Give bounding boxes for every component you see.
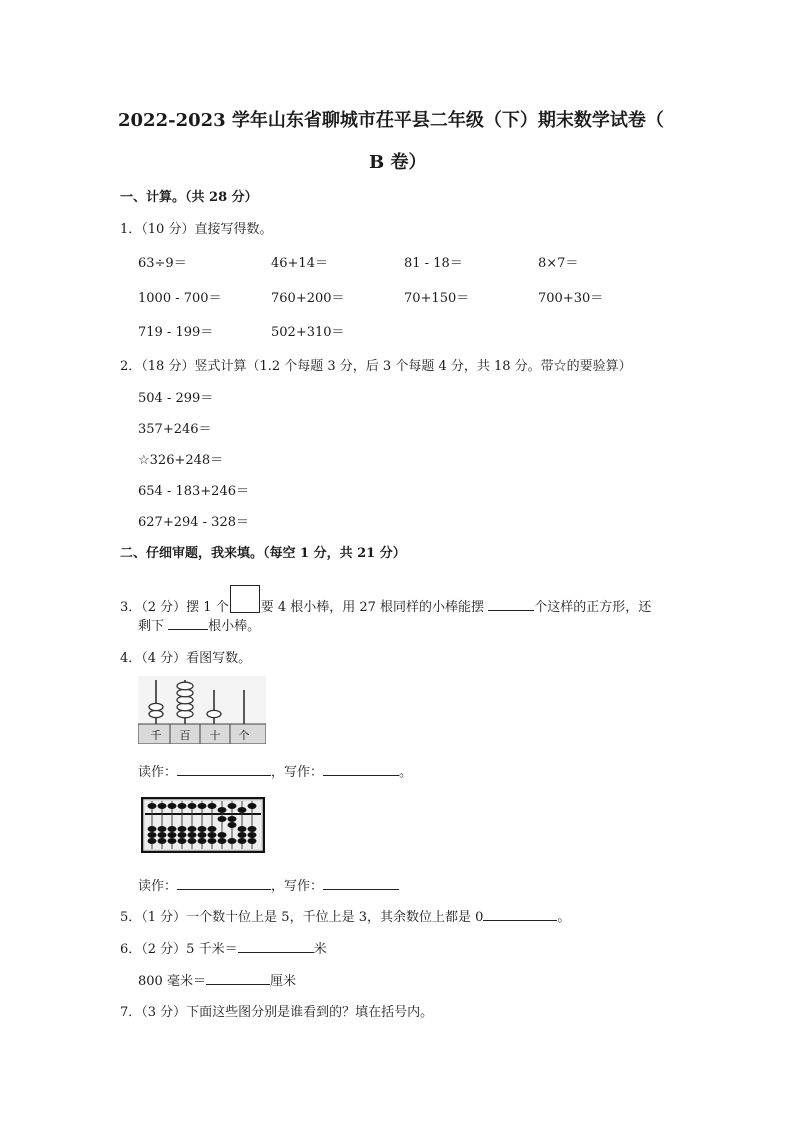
q1-item: 700+30＝	[538, 291, 604, 306]
place-label-thousands: 千	[150, 729, 162, 742]
q2-item: 357+246＝	[138, 422, 212, 437]
question-4-label: 4．（4 分）看图写数。	[120, 651, 252, 666]
q4-write-label-2: ，写作：	[271, 879, 324, 894]
q6-line2-label: 800 毫米＝	[138, 974, 206, 989]
place-label-tens: 十	[209, 729, 221, 742]
question-3-line2	[138, 615, 260, 634]
question-5	[120, 906, 570, 925]
q4-write-blank-2[interactable]	[323, 877, 399, 890]
q1-item: 46+14＝	[271, 256, 328, 271]
q4-answer-line-2	[138, 875, 399, 894]
q3-line2-prefix: 剩下	[138, 619, 169, 634]
section-heading-calculation: 一、计算。（共 28 分）	[120, 190, 258, 205]
place-label-hundreds: 百	[179, 729, 191, 742]
page-title: 2022-2023 学年山东省聊城市茌平县二年级（下）期末数学试卷（	[118, 110, 664, 131]
square-shape-icon	[230, 585, 260, 613]
page-title-line2: B 卷）	[369, 152, 427, 173]
q2-item: 654 - 183+246＝	[138, 484, 249, 499]
question-6-line2	[138, 970, 296, 989]
q1-item: 81 - 18＝	[404, 256, 463, 271]
question-6-line1	[120, 938, 327, 957]
counting-frame-icon	[138, 676, 266, 744]
q3-line2-suffix: 根小棒。	[208, 619, 261, 634]
question-7-label: 7．（3 分）下面这些图分别是谁看到的？填在括号内。	[120, 1005, 434, 1020]
q3-suffix: 个这样的正方形，还	[534, 600, 652, 615]
q3-prefix: 3．（2 分）摆 1 个	[120, 600, 229, 615]
q2-item: ☆326+248＝	[138, 453, 224, 468]
q4-answer-line-1	[138, 761, 412, 780]
place-label-ones: 个	[238, 729, 250, 742]
question-3-line1	[120, 585, 651, 615]
q1-item: 70+150＝	[404, 291, 470, 306]
q4-write-blank-1[interactable]	[323, 763, 399, 776]
q1-item: 1000 - 700＝	[138, 291, 222, 306]
q4-end: 。	[399, 765, 413, 780]
q4-read-blank-2[interactable]	[177, 877, 271, 890]
q5-end: 。	[557, 910, 571, 925]
q1-item: 502+310＝	[271, 325, 345, 340]
q1-item: 8×7＝	[538, 256, 579, 271]
section-heading-fill-in: 二、仔细审题，我来填。（每空 1 分，共 21 分）	[120, 546, 406, 561]
q4-read-blank-1[interactable]	[177, 763, 271, 776]
q5-answer-blank[interactable]	[483, 908, 557, 921]
q4-read-label: 读作：	[138, 765, 178, 780]
q2-item: 627+294 - 328＝	[138, 515, 249, 530]
q6-label: 6．（2 分）5 千米＝	[120, 942, 238, 957]
q6-unit-1: 米	[313, 942, 327, 957]
q3-mid: 要 4 根小棒，用 27 根同样的小棒能摆	[260, 600, 489, 615]
q1-item: 760+200＝	[271, 291, 345, 306]
abacus-icon	[141, 797, 265, 853]
q4-write-label: ，写作：	[271, 765, 324, 780]
q6-answer-blank-1[interactable]	[238, 940, 314, 953]
q3-answer-blank-2[interactable]	[168, 617, 208, 630]
question-1-label: 1．（10 分）直接写得数。	[120, 222, 273, 237]
q1-item: 63÷9＝	[138, 256, 187, 271]
q3-answer-blank-1[interactable]	[488, 598, 534, 611]
question-2-label: 2．（18 分）竖式计算（1.2 个每题 3 分，后 3 个每题 4 分，共 18 分。带☆的要验算）	[120, 359, 632, 374]
q2-item: 504 - 299＝	[138, 391, 214, 406]
q1-item: 719 - 199＝	[138, 325, 214, 340]
q5-label: 5．（1 分）一个数十位上是 5，千位上是 3，其余数位上都是 0	[120, 910, 484, 925]
q4-read-label-2: 读作：	[138, 879, 178, 894]
q6-unit-2: 厘米	[269, 974, 296, 989]
q6-answer-blank-2[interactable]	[206, 972, 270, 985]
